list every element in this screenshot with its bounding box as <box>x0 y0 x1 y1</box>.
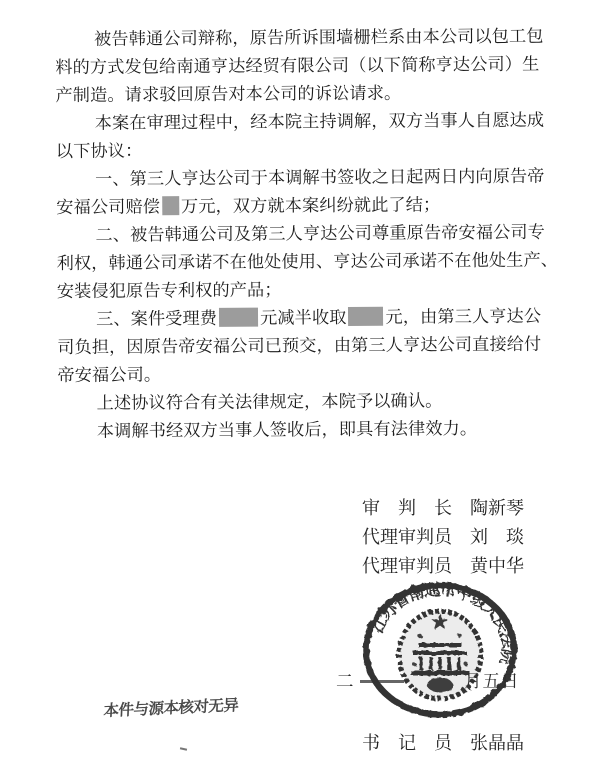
body-line: 本案在审理过程中，经本院主持调解，双方当事人自愿达成 <box>94 110 545 133</box>
body-line-segment: 安福公司赔偿 <box>56 197 161 217</box>
body-line: 利权，韩通公司承诺不在他处使用、亨达公司承诺不在他处生产、 <box>56 250 559 273</box>
redaction-box <box>162 196 179 215</box>
clerk-line: 书 记 员 张晶晶 <box>362 733 524 753</box>
body-line-segment: 万元，双方就本案纠纷就此了结； <box>180 195 441 217</box>
body-line-with-redaction <box>57 302 562 334</box>
date-fragment-left: 二 <box>336 671 354 691</box>
date-fragment-right: 月五日 <box>464 671 520 691</box>
body-line: 司负担，因原告帝安福公司已预交，由第三人亨达公司直接给付 <box>57 334 542 357</box>
handwritten-verification-note: 本件与源本核对无异 <box>103 697 239 721</box>
body-line: 安装侵犯原告专利权的产品； <box>56 280 282 301</box>
body-line: 本调解书经双方当事人签收后，即具有法律效力。 <box>96 419 478 441</box>
body-line: 帝安福公司。 <box>57 365 162 385</box>
body-line: 料的方式发包给南通亨达经贸有限公司（以下简称亨达公司）生 <box>55 54 540 77</box>
body-line: 被告韩通公司辩称，原告所诉围墙栅栏系由本公司以包工包 <box>94 26 544 49</box>
acting-judge-line: 代理审判员 刘 琰 <box>362 527 524 548</box>
court-seal-stamp <box>354 566 526 736</box>
body-line: 二、被告韩通公司及第三人亨达公司尊重原告帝安福公司专 <box>95 222 546 245</box>
body-line: 以下协议： <box>55 141 143 161</box>
seal-arc-text: 江苏省南通市中级人民法院 <box>368 581 516 667</box>
body-line: 一、第三人亨达公司于本调解书签收之日起两日内向原告帝 <box>95 166 545 189</box>
redaction-box <box>348 307 383 326</box>
body-line-segment: 三、案件受理费 <box>95 308 218 329</box>
redaction-box <box>219 308 258 327</box>
presiding-judge-line: 审 判 长 陶新琴 <box>362 498 524 518</box>
body-line: 产制造。请求驳回原告对本公司的诉讼请求。 <box>55 83 402 105</box>
body-line-segment: 元减半收取 <box>259 307 347 328</box>
body-text <box>55 22 563 446</box>
body-line: 上述协议符合有关法律规定，本院予以确认。 <box>96 391 443 413</box>
body-line-segment: 元，由第三人亨达公 <box>385 306 542 327</box>
acting-judge-line: 代理审判员 黄中华 <box>362 556 524 577</box>
date-stroke-under-seal <box>360 680 404 683</box>
body-line-with-redaction <box>56 190 561 222</box>
stray-scan-mark <box>180 747 187 750</box>
